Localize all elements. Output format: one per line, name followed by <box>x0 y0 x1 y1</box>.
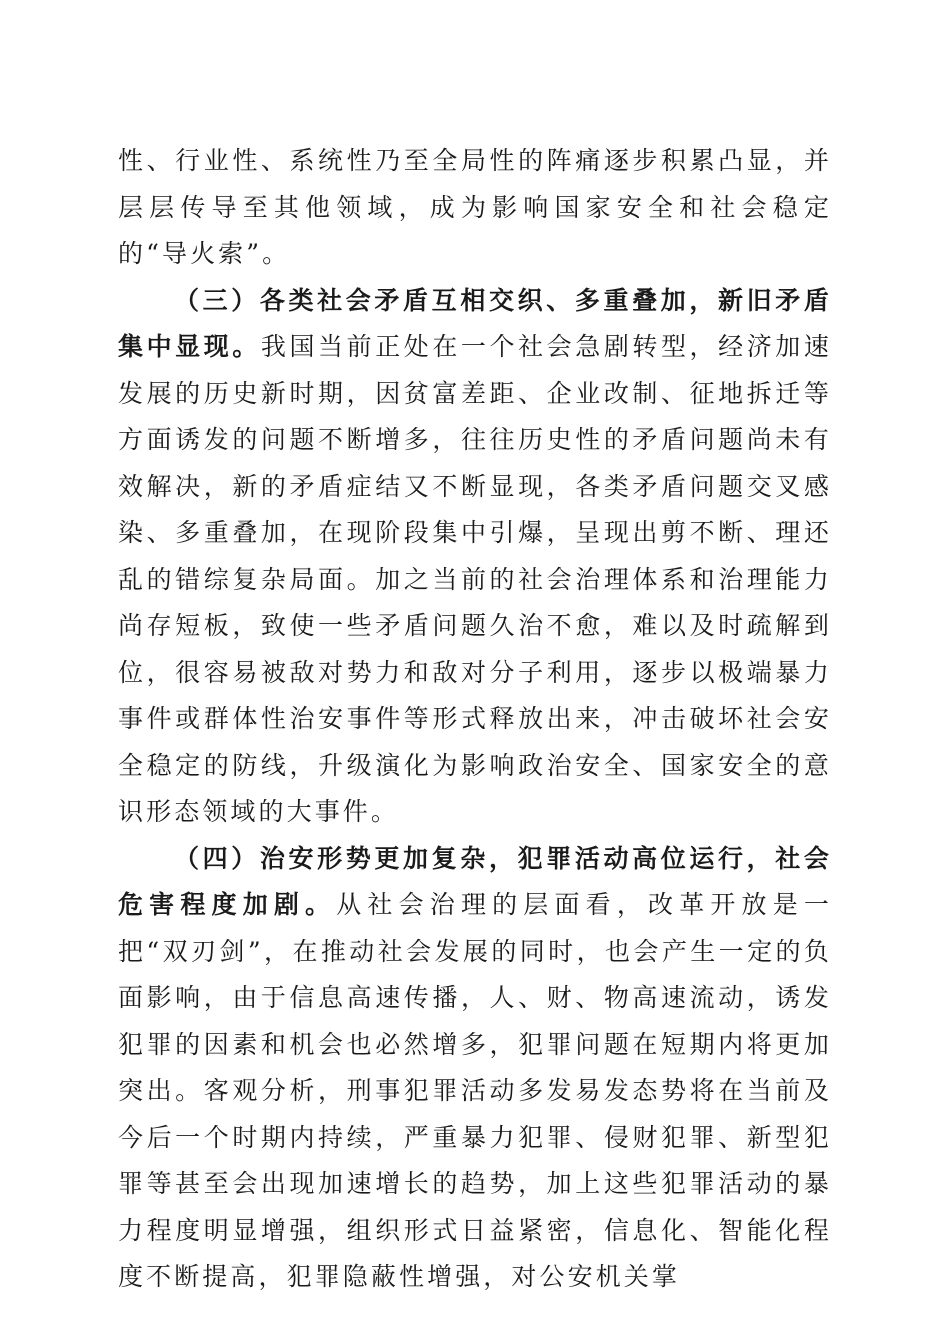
section-4-body: 从社会治理的层面看，改革开放是一把“双刃剑”，在推动社会发展的同时，也会产生一定的负面影响，由于信息高速传播，人、财、物高速流动，诱发犯罪的因素和机会也必然增多，犯罪问题在短期内将更加突出。客观分析，刑事犯罪活动多发易发态势将在当前及今后一个时期内持续，严重暴力犯罪、侵财犯罪、新型犯罪等甚至会出现加速增长的趋势，加上这些犯罪活动的暴力程度明显增强，组织形式日益紧密，信息化、智能化程度不断提高，犯罪隐蔽性增强，对公安机关掌 <box>118 890 833 1291</box>
document-body <box>118 138 832 1301</box>
paragraph-section-4 <box>118 836 832 1301</box>
section-4-heading: （四）治安形势更加复杂，犯罪活动高位运行，社会危害程度加剧。 <box>118 843 832 919</box>
paragraph-1-body: 性、行业性、系统性乃至全局性的阵痛逐步积累凸显，并层层传导至其他领域，成为影响国家安全和社会稳定的“导火索”。 <box>118 146 832 268</box>
section-3-body: 我国当前正处在一个社会急剧转型，经济加速发展的历史新时期，因贫富差距、企业改制、征地拆迁等方面诱发的问题不断增多，往往历史性的矛盾问题尚未有效解决，新的矛盾症结又不断显现，各类矛盾问题交叉感染、多重叠加，在现阶段集中引爆，呈现出剪不断、理还乱的错综复杂局面。加之当前的社会治理体系和治理能力尚存短板，致使一些矛盾问题久治不愈，难以及时疏解到位，很容易被敌对势力和敌对分子利用，逐步以极端暴力事件或群体性治安事件等形式释放出来，冲击破坏社会安全稳定的防线，升级演化为影响政治安全、国家安全的意识形态领域的大事件。 <box>118 332 832 826</box>
paragraph-section-3 <box>118 278 832 836</box>
paragraph-continuation <box>118 138 832 278</box>
section-3-heading: （三）各类社会矛盾互相交织、多重叠加，新旧矛盾集中显现。 <box>118 285 832 361</box>
